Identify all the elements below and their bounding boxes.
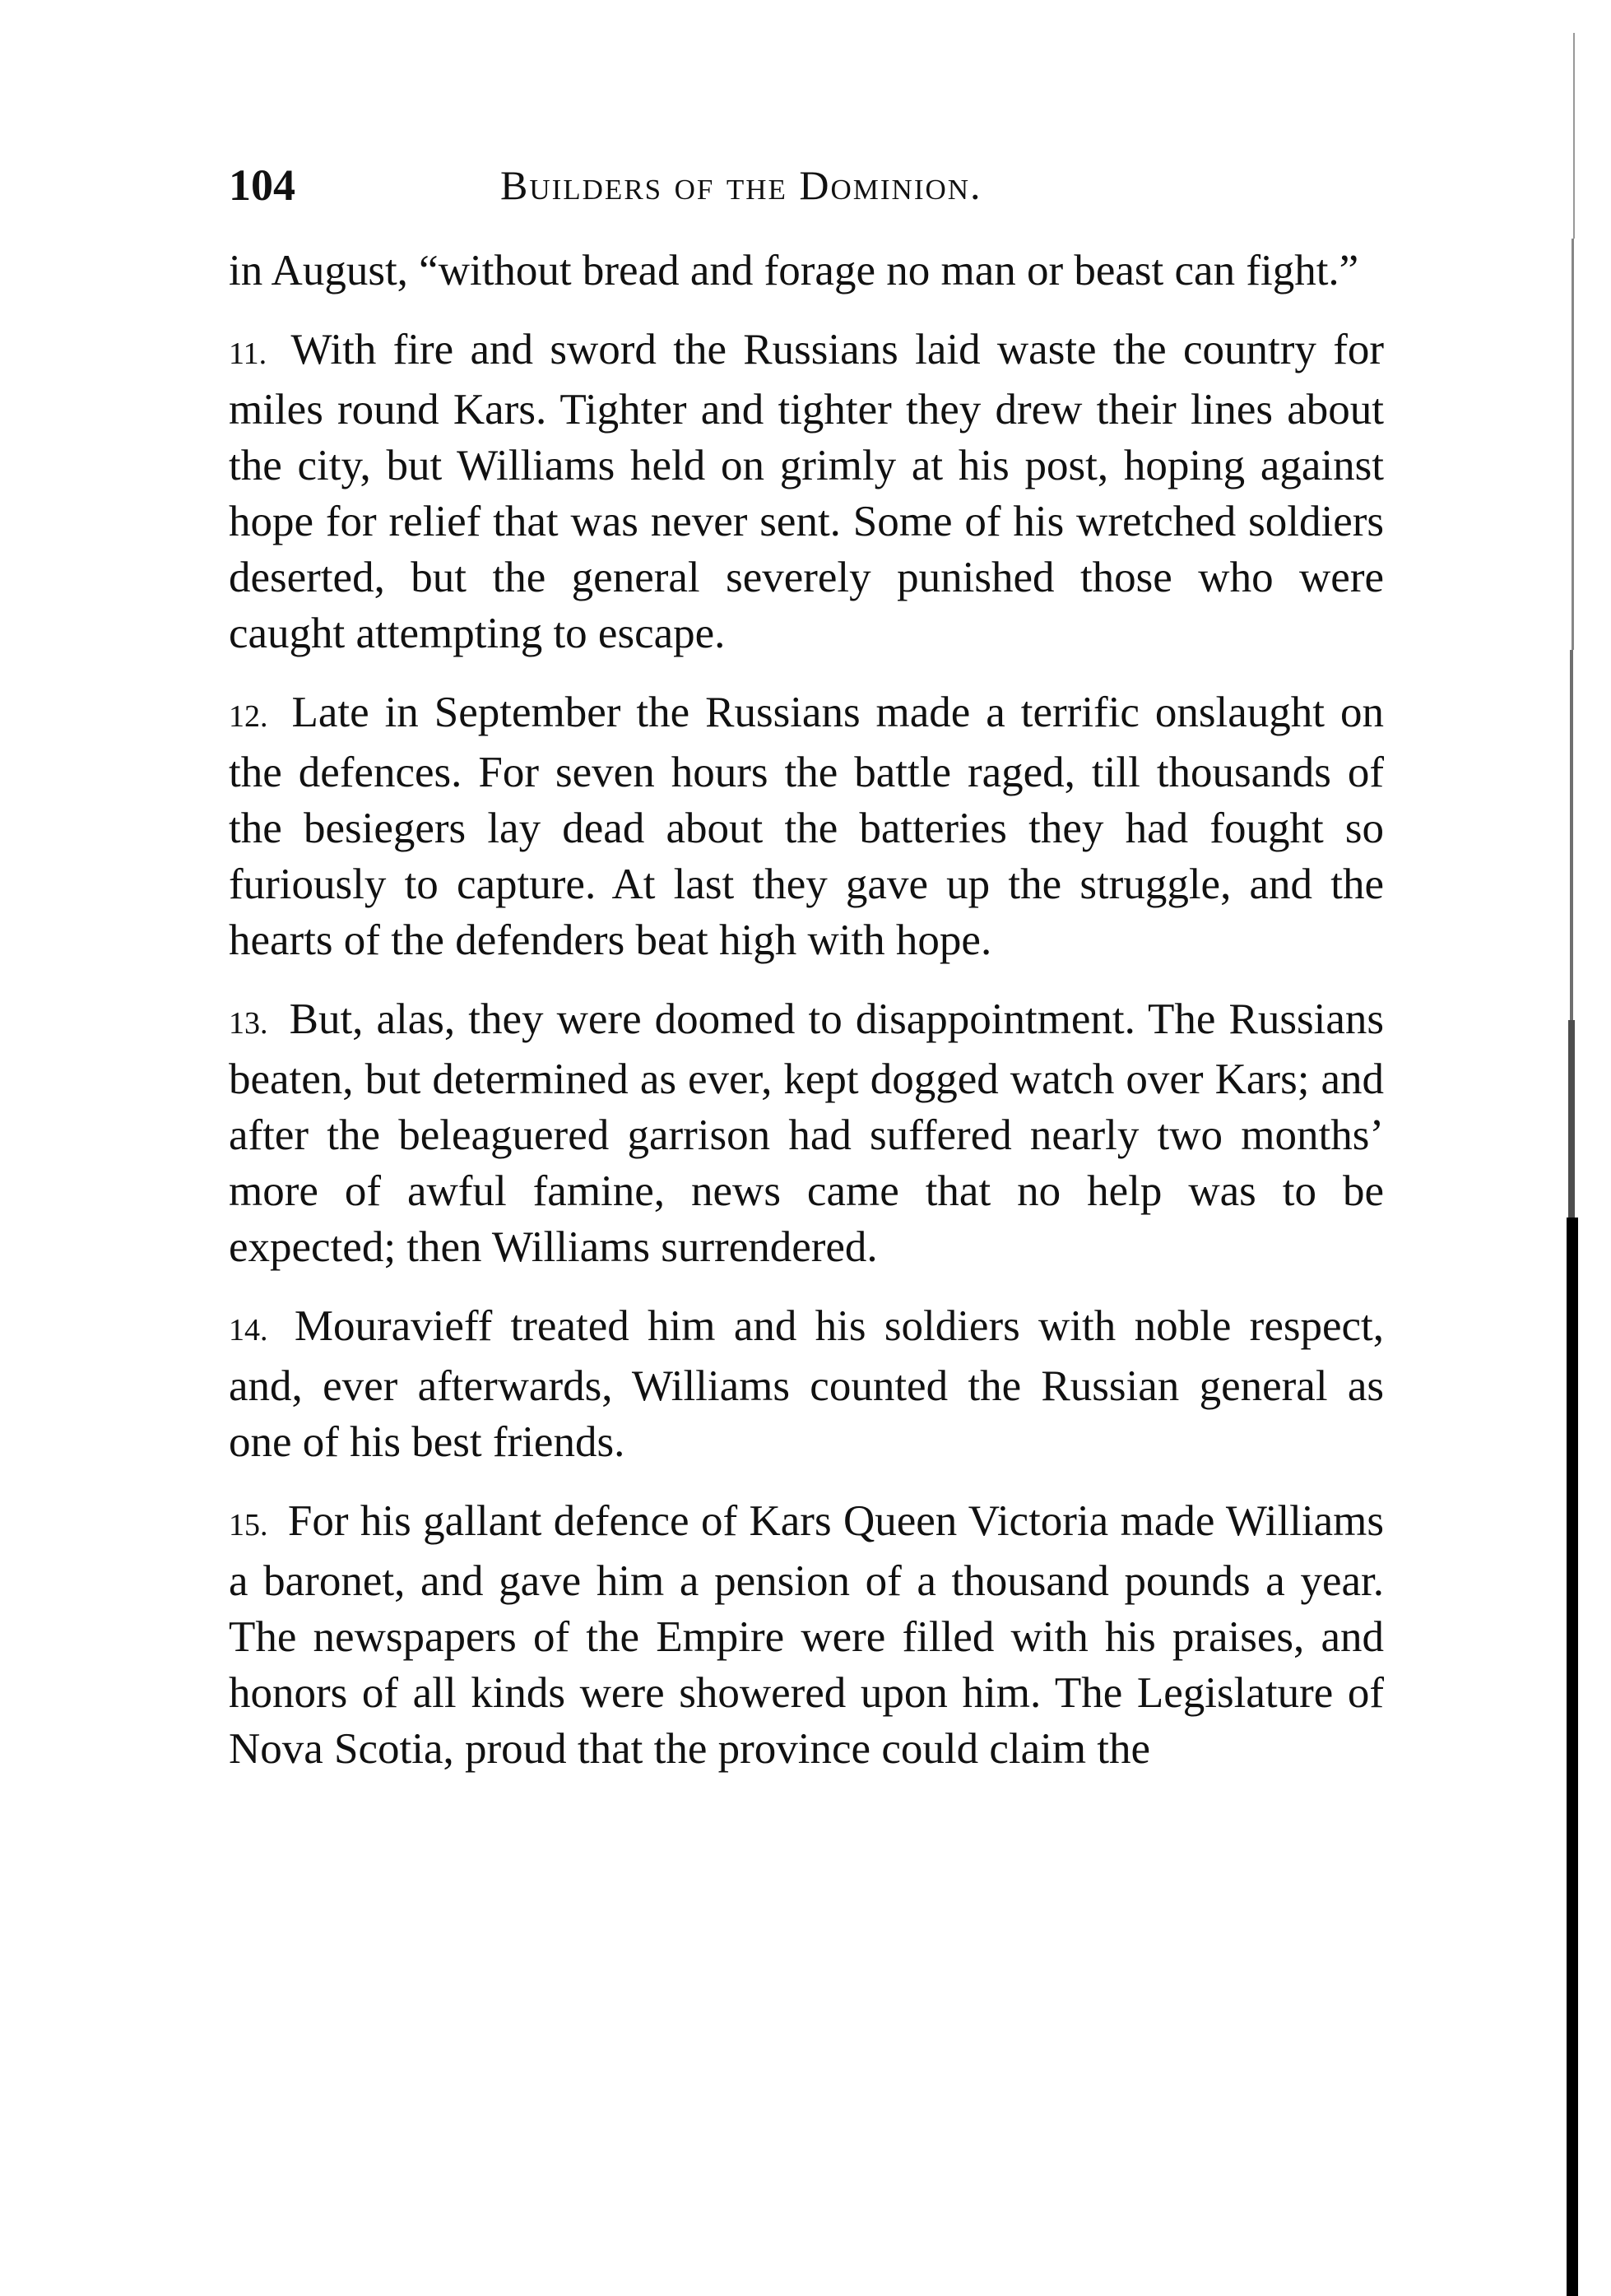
paragraph-text: But, alas, they were doomed to disappointment. The Russians beaten, but determined as ever, kept dogged watch over Kars; and after the beleaguered garrison had suffered nearly two months’ more of awful famine, news came that no help was to be expected; then Williams surrendered. <box>229 995 1385 1271</box>
paragraph-number: 14. <box>229 1313 268 1347</box>
paragraph-number: 13. <box>229 1006 268 1041</box>
page-number: 104 <box>229 160 295 210</box>
paragraph-number: 12. <box>229 699 268 734</box>
paragraph-text: With fire and sword the Russians laid waste the country for miles round Kars. Tighter and tighter they drew their lines about the city, but Williams held on grimly at his post, hoping against hope for relief that was never sent. Some of his wretched soldiers deserted, but the general severely punished those who were caught attempting to escape. <box>229 326 1384 657</box>
page-header <box>229 156 1381 214</box>
paragraph-14 <box>229 1298 1384 1470</box>
binding-edge-shadow <box>1555 33 1588 2296</box>
paragraph-text: Mouravieff treated him and his soldiers with noble respect, and, ever afterwards, Williams counted the Russian general as one of his best friends. <box>229 1302 1384 1466</box>
paragraph-number: 15. <box>229 1508 268 1542</box>
paragraph-15 <box>229 1493 1384 1777</box>
running-title: Builders of the Dominion. <box>500 162 982 208</box>
paragraph-12 <box>229 684 1384 968</box>
paragraph-text: Late in September the Russians made a terrific onslaught on the defences. For seven hours the battle raged, till thousands of the besiegers lay dead about the batteries they had fought so furiously to capture. At last they gave up the struggle, and the hearts of the defenders beat high with hope. <box>229 689 1384 964</box>
body-text <box>229 243 1384 1800</box>
paragraph-number: 11. <box>229 336 267 371</box>
opening-paragraph: in August, “without bread and forage no man or beast can fight.” <box>229 247 1359 295</box>
paragraph-11 <box>229 322 1384 661</box>
paragraph-13 <box>229 991 1384 1275</box>
paragraph-text: For his gallant defence of Kars Queen Victoria made Williams a baronet, and gave him a pension of a thousand pounds a year. The newspapers of the Empire were filled with his praises, and honors of all kinds were showered upon him. The Legislature of Nova Scotia, proud that the province could claim the <box>229 1497 1384 1773</box>
